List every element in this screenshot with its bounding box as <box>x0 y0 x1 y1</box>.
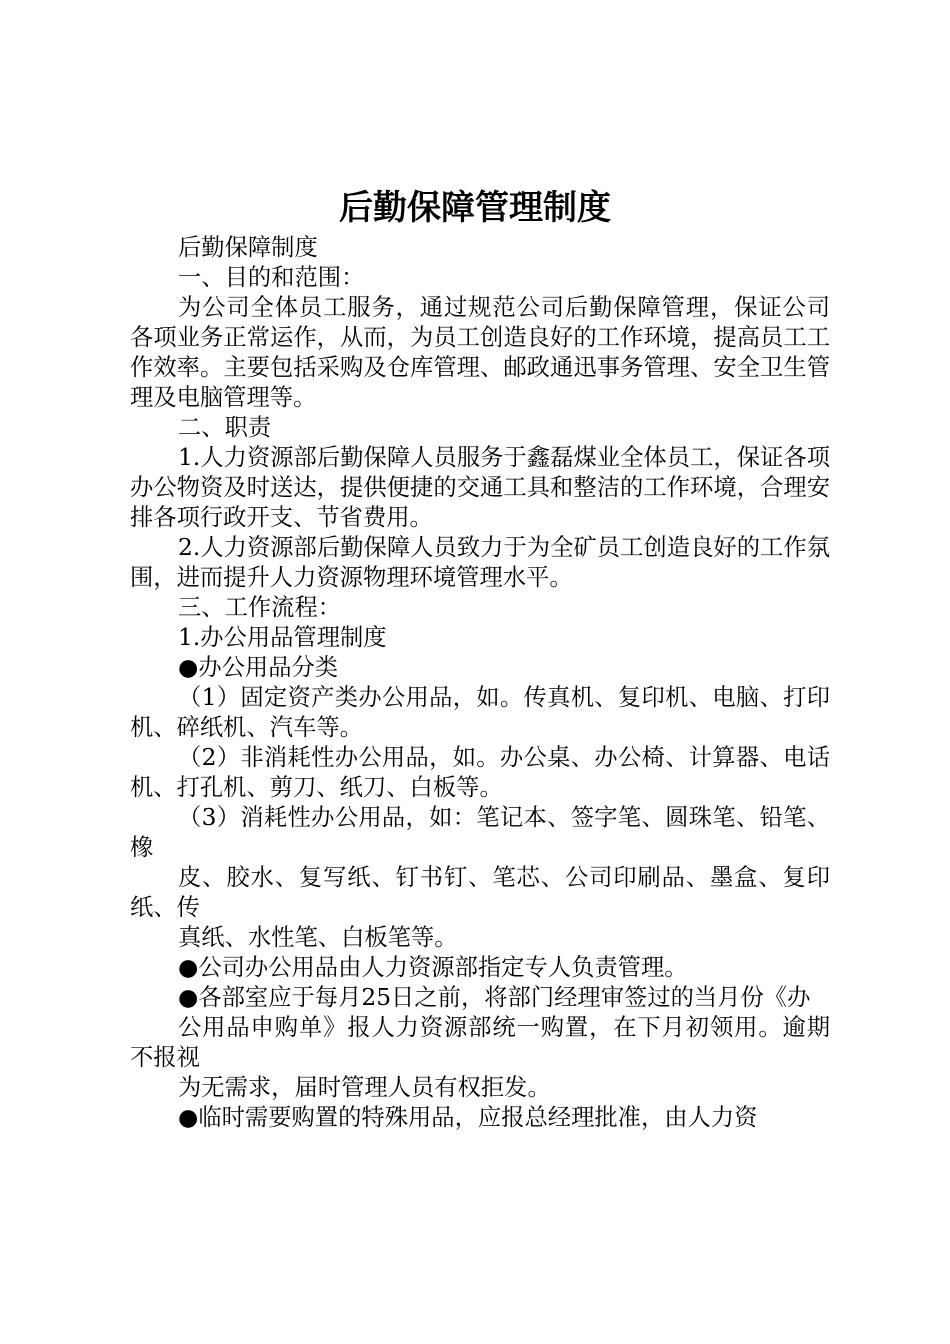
section-heading-duties: 二、职责 <box>178 414 272 441</box>
bullet-classification: ●办公用品分类 <box>178 654 339 681</box>
bullet-special-items: ●临时需要购置的特殊用品，应报总经理批准，由人力资 <box>178 1104 758 1131</box>
bullet-purchase-2: 公用品申购单》报人力资源部统一购置，在下月初领用。逾期不报视 <box>130 1014 830 1071</box>
paragraph-subtitle: 后勤保障制度 <box>178 234 318 261</box>
paragraph-consumables-1: （3）消耗性办公用品，如：笔记本、签字笔、圆珠笔、铅笔、橡 <box>130 804 830 861</box>
document-title: 后勤保障管理制度 <box>339 188 611 228</box>
paragraph-duty-1: 1.人力资源部后勤保障人员服务于鑫磊煤业全体员工，保证各项办公物资及时送达，提供便捷的交通工具和整洁的工作环境，合理安排各项行政开支、节省费用。 <box>130 444 830 531</box>
subsection-office-supplies: 1.办公用品管理制度 <box>178 624 387 651</box>
paragraph-duty-2: 2.人力资源部后勤保障人员致力于为全矿员工创造良好的工作氛围，进而提升人力资源物理环境管理水平。 <box>130 534 830 591</box>
paragraph-purpose: 为公司全体员工服务，通过规范公司后勤保障管理，保证公司各项业务正常运作，从而，为员工创造良好的工作环境，提高员工工作效率。主要包括采购及仓库管理、邮政通迅事务管理、安全卫生管理及电脑管理等。 <box>130 294 830 411</box>
paragraph-fixed-assets: （1）固定资产类办公用品，如。传真机、复印机、电脑、打印机、碎纸机、汽车等。 <box>130 684 830 741</box>
paragraph-consumables-3: 真纸、水性笔、白板笔等。 <box>178 924 458 951</box>
bullet-purchase-1: ●各部室应于每月25日之前，将部门经理审签过的当月份《办 <box>178 984 811 1011</box>
document-body <box>130 233 830 1133</box>
section-heading-purpose: 一、目的和范围： <box>178 264 365 291</box>
paragraph-consumables-2: 皮、胶水、复写纸、钉书钉、笔芯、公司印刷品、墨盒、复印纸、传 <box>130 864 830 921</box>
bullet-management: ●公司办公用品由人力资源部指定专人负责管理。 <box>178 954 688 981</box>
bullet-purchase-3: 为无需求，届时管理人员有权拒发。 <box>178 1074 551 1101</box>
section-heading-workflow: 三、工作流程： <box>178 594 342 621</box>
paragraph-non-consumables: （2）非消耗性办公用品，如。办公桌、办公椅、计算器、电话机、打孔机、剪刀、纸刀、白板等。 <box>130 744 830 801</box>
